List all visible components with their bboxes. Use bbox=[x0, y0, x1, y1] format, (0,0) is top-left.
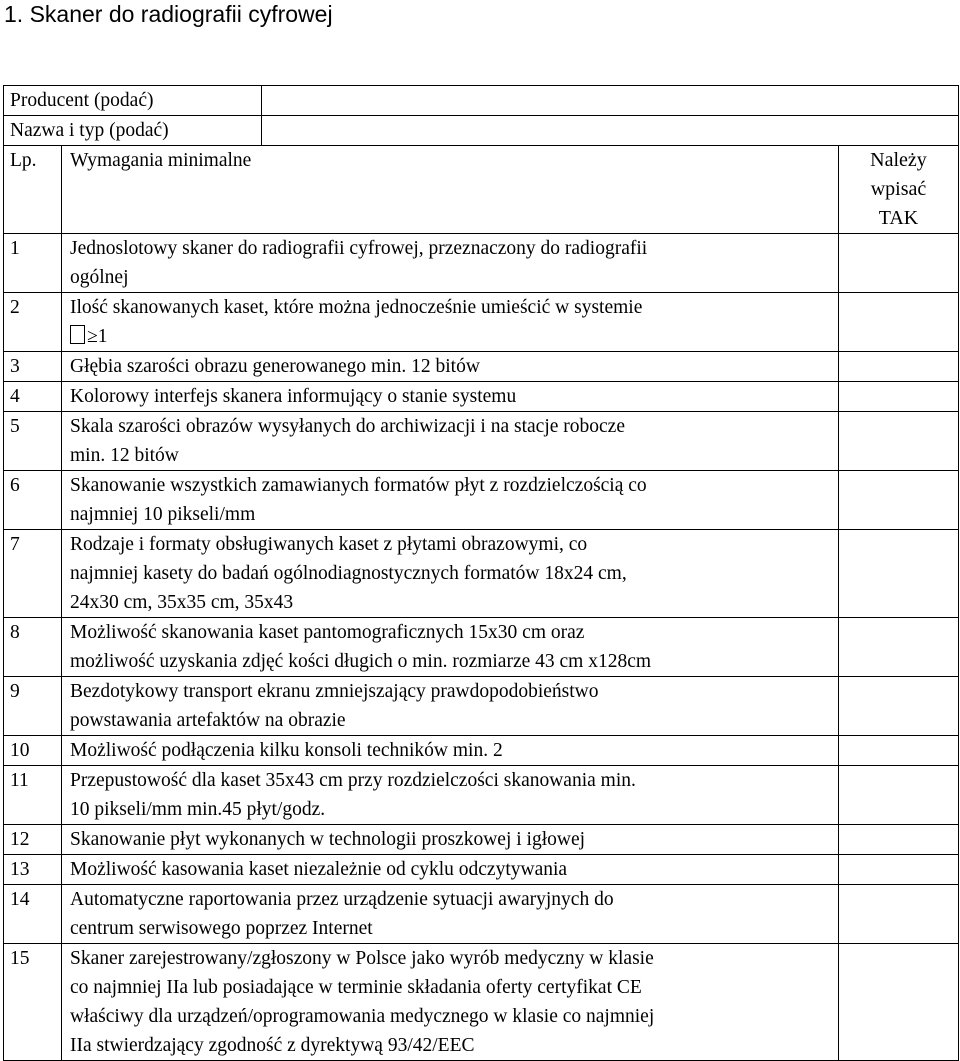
requirement-line: Skanowanie wszystkich zamawianych formatów płyt z rozdzielczością co bbox=[70, 475, 647, 496]
nazwa-label: Nazwa i typ (podać) bbox=[4, 116, 262, 146]
answer-cell[interactable] bbox=[839, 293, 959, 352]
requirement-text bbox=[62, 234, 839, 293]
row-number: 11 bbox=[4, 766, 62, 825]
row-number: 10 bbox=[4, 736, 62, 766]
requirement-line: Rodzaje i formaty obsługiwanych kaset z płytami obrazowymi, co bbox=[70, 534, 588, 555]
answer-cell[interactable] bbox=[839, 944, 959, 1061]
requirement-line: możliwość uzyskania zdjęć kości długich o min. rozmiarze 43 cm x128cm bbox=[70, 651, 652, 672]
nalezy-line-1: Należy bbox=[870, 149, 927, 171]
answer-cell[interactable] bbox=[839, 885, 959, 944]
requirement-text bbox=[62, 293, 839, 352]
requirements-table bbox=[3, 85, 959, 1061]
table-row bbox=[4, 855, 959, 885]
row-number: 2 bbox=[4, 293, 62, 352]
requirement-line: Automatyczne raportowania przez urządzenie sytuacji awaryjnych do bbox=[70, 889, 614, 910]
row-number: 1 bbox=[4, 234, 62, 293]
requirement-text bbox=[62, 471, 839, 530]
row-number: 3 bbox=[4, 352, 62, 382]
table-row bbox=[4, 352, 959, 382]
table-row bbox=[4, 471, 959, 530]
requirement-line: Możliwość kasowania kaset niezależnie od cyklu odczytywania bbox=[70, 859, 568, 880]
requirement-line: Głębia szarości obrazu generowanego min. 12 bitów bbox=[70, 356, 480, 377]
requirement-line: centrum serwisowego poprzez Internet bbox=[70, 918, 373, 939]
requirement-text bbox=[62, 677, 839, 736]
requirement-line: 10 pikseli/mm min.45 płyt/godz. bbox=[70, 799, 326, 820]
requirement-text bbox=[62, 855, 839, 885]
answer-cell[interactable] bbox=[839, 382, 959, 412]
nazwa-value-cell[interactable] bbox=[262, 116, 959, 146]
requirement-line-text: ≥1 bbox=[87, 326, 108, 347]
requirement-line: Jednoslotowy skaner do radiografii cyfrowej, przeznaczony do radiografii bbox=[70, 238, 648, 259]
header-row bbox=[4, 146, 959, 234]
requirement-text bbox=[62, 766, 839, 825]
row-number: 4 bbox=[4, 382, 62, 412]
table-row bbox=[4, 234, 959, 293]
answer-cell[interactable] bbox=[839, 471, 959, 530]
requirement-line: ogólnej bbox=[70, 267, 129, 288]
table-row bbox=[4, 677, 959, 736]
table-row bbox=[4, 885, 959, 944]
requirement-line: co najmniej IIa lub posiadające w terminie składania oferty certyfikat CE bbox=[70, 977, 642, 998]
requirement-line: powstawania artefaktów na obrazie bbox=[70, 710, 346, 731]
lp-header: Lp. bbox=[4, 146, 62, 234]
requirement-line: najmniej 10 pikseli/mm bbox=[70, 504, 256, 525]
row-number: 5 bbox=[4, 412, 62, 471]
row-number: 9 bbox=[4, 677, 62, 736]
requirement-text bbox=[62, 382, 839, 412]
requirement-line: Możliwość skanowania kaset pantomograficznych 15x30 cm oraz bbox=[70, 622, 585, 643]
answer-cell[interactable] bbox=[839, 412, 959, 471]
requirement-line: najmniej kasety do badań ogólnodiagnostycznych formatów 18x24 cm, bbox=[70, 563, 627, 584]
table-row bbox=[4, 766, 959, 825]
answer-cell[interactable] bbox=[839, 855, 959, 885]
row-number: 15 bbox=[4, 944, 62, 1061]
producent-label: Producent (podać) bbox=[4, 86, 262, 116]
producent-row bbox=[4, 86, 959, 116]
requirement-line: Bezdotykowy transport ekranu zmniejszający prawdopodobieństwo bbox=[70, 681, 599, 702]
table-row bbox=[4, 293, 959, 352]
table-row bbox=[4, 382, 959, 412]
requirement-text bbox=[62, 352, 839, 382]
answer-cell[interactable] bbox=[839, 677, 959, 736]
requirement-text bbox=[62, 736, 839, 766]
answer-cell[interactable] bbox=[839, 352, 959, 382]
row-number: 7 bbox=[4, 530, 62, 618]
table-row bbox=[4, 944, 959, 1061]
requirement-line: Ilość skanowanych kaset, które można jednocześnie umieścić w systemie bbox=[70, 297, 643, 318]
nalezy-header bbox=[839, 146, 959, 234]
requirement-text bbox=[62, 825, 839, 855]
table-row bbox=[4, 412, 959, 471]
requirement-text bbox=[62, 885, 839, 944]
producent-value-cell[interactable] bbox=[262, 86, 959, 116]
requirement-text bbox=[62, 618, 839, 677]
row-number: 14 bbox=[4, 885, 62, 944]
requirement-line: Możliwość podłączenia kilku konsoli techników min. 2 bbox=[70, 740, 503, 761]
requirement-line bbox=[70, 322, 838, 351]
answer-cell[interactable] bbox=[839, 766, 959, 825]
requirement-line: właściwy dla urządzeń/oprogramowania medycznego w klasie co najmniej bbox=[70, 1006, 655, 1027]
answer-cell[interactable] bbox=[839, 234, 959, 293]
requirement-text bbox=[62, 412, 839, 471]
row-number: 13 bbox=[4, 855, 62, 885]
requirement-line: Skanowanie płyt wykonanych w technologii proszkowej i igłowej bbox=[70, 829, 586, 850]
requirement-line: IIa stwierdzający zgodność z dyrektywą 93/42/EEC bbox=[70, 1035, 475, 1056]
nalezy-line-2: wpisać bbox=[870, 178, 927, 200]
table-row bbox=[4, 825, 959, 855]
requirement-line: 24x30 cm, 35x35 cm, 35x43 bbox=[70, 592, 294, 613]
table-row bbox=[4, 530, 959, 618]
table-row bbox=[4, 618, 959, 677]
requirement-line: Kolorowy interfejs skanera informujący o stanie systemu bbox=[70, 386, 517, 407]
requirement-text bbox=[62, 530, 839, 618]
row-number: 12 bbox=[4, 825, 62, 855]
checkbox-icon bbox=[70, 325, 85, 344]
requirement-line: Skaner zarejestrowany/zgłoszony w Polsce jako wyrób medyczny w klasie bbox=[70, 948, 654, 969]
requirement-line: Skala szarości obrazów wysyłanych do archiwizacji i na stacje robocze bbox=[70, 416, 625, 437]
requirement-line: min. 12 bitów bbox=[70, 445, 179, 466]
table-row bbox=[4, 736, 959, 766]
row-number: 6 bbox=[4, 471, 62, 530]
requirement-text bbox=[62, 944, 839, 1061]
answer-cell[interactable] bbox=[839, 825, 959, 855]
wymagania-header: Wymagania minimalne bbox=[62, 146, 839, 234]
requirement-line: Przepustowość dla kaset 35x43 cm przy rozdzielczości skanowania min. bbox=[70, 770, 636, 791]
nalezy-line-3: TAK bbox=[878, 207, 919, 229]
answer-cell[interactable] bbox=[839, 736, 959, 766]
row-number: 8 bbox=[4, 618, 62, 677]
answer-cell[interactable] bbox=[839, 618, 959, 677]
section-heading: 1. Skaner do radiografii cyfrowej bbox=[4, 1, 333, 27]
nazwa-row bbox=[4, 116, 959, 146]
answer-cell[interactable] bbox=[839, 530, 959, 618]
